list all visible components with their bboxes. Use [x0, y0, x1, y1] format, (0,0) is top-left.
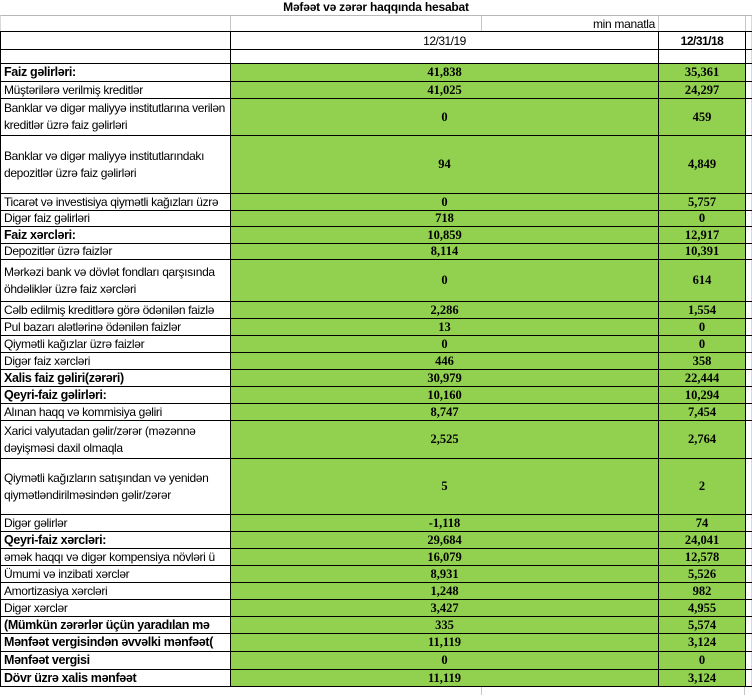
value-2019-cell[interactable]: 3,427 [231, 600, 659, 616]
row-edge-cell [746, 421, 752, 458]
value-2019-cell[interactable]: 0 [231, 260, 659, 301]
row-label[interactable]: Digər faiz xərcləri [1, 353, 231, 369]
row-edge-cell [746, 532, 752, 548]
value-2019-cell[interactable]: 5 [231, 459, 659, 514]
header-edge-cell [746, 32, 752, 49]
row-label[interactable]: Müştərilərə verilmiş kreditlər [1, 82, 231, 98]
table-row [0, 259, 752, 301]
units-row-label-cell[interactable] [1, 16, 231, 31]
value-2018-cell[interactable]: 3,124 [659, 670, 746, 686]
table-row [0, 599, 752, 616]
table-row [0, 243, 752, 259]
value-2018-cell[interactable]: 35,361 [659, 64, 746, 81]
gridline-segment [744, 687, 745, 695]
row-label[interactable]: Ticarət və investisiya qiymətli kağızları üzrə [1, 194, 231, 210]
table-row [0, 633, 752, 651]
header-label-cell[interactable] [1, 32, 231, 49]
row-edge-cell [746, 600, 752, 616]
row-label[interactable]: Ümumi və inzibati xərclər [1, 566, 231, 582]
value-2019-cell[interactable]: 30,979 [231, 370, 659, 386]
gridline-segment [481, 687, 482, 695]
value-2018-cell[interactable]: 10,294 [659, 387, 746, 403]
value-2018-cell[interactable]: 74 [659, 515, 746, 531]
row-edge-cell [746, 652, 752, 669]
row-edge-cell [746, 634, 752, 651]
value-2019-cell[interactable]: -1,118 [231, 515, 659, 531]
value-2019-cell[interactable]: 8,114 [231, 244, 659, 259]
table-row [0, 301, 752, 318]
value-2018-cell[interactable]: 614 [659, 260, 746, 301]
income-statement-table [0, 15, 752, 687]
row-label[interactable]: Mərkəzi bank və dövlət fondları qarşısında öhdəliklər üzrə faiz xərcləri [1, 260, 231, 301]
row-label[interactable]: Faiz xərcləri: [1, 227, 231, 243]
value-2019-cell[interactable]: 0 [231, 652, 659, 669]
value-2018-cell[interactable]: 358 [659, 353, 746, 369]
value-2018-cell[interactable]: 459 [659, 99, 746, 135]
value-2019-cell[interactable]: 11,119 [231, 670, 659, 686]
row-label[interactable]: Banklar və digər maliyyə institutlarına verilən kreditlər üzrə faiz gəlirləri [1, 99, 231, 135]
value-2018-cell[interactable]: 5,574 [659, 617, 746, 633]
table-row [0, 458, 752, 514]
row-label[interactable]: Banklar və digər maliyyə institutlarındakı depozitlər üzrə faiz gəlirləri [1, 136, 231, 193]
value-2018-cell[interactable]: 982 [659, 583, 746, 599]
row-edge-cell [746, 82, 752, 98]
table-row [0, 386, 752, 403]
value-2018-cell[interactable]: 1,554 [659, 302, 746, 318]
value-2019-cell[interactable]: 0 [231, 99, 659, 135]
value-2019-cell[interactable]: 1,248 [231, 583, 659, 599]
row-edge-cell [746, 336, 752, 352]
row-edge-cell [746, 387, 752, 403]
table-row [0, 616, 752, 633]
value-2019-cell[interactable]: 8,747 [231, 404, 659, 420]
table-row [0, 98, 752, 135]
table-row [0, 531, 752, 548]
value-2018-cell[interactable]: 10,391 [659, 244, 746, 259]
row-label[interactable]: Mənfəət vergisindən əvvəlki mənfəət( [1, 634, 231, 651]
row-label[interactable]: (Mümkün zərərlər üçün yaradılan mə [1, 617, 231, 633]
row-edge-cell [746, 302, 752, 318]
value-2018-cell[interactable]: 12,917 [659, 227, 746, 243]
header-date-2018[interactable]: 12/31/18 [659, 32, 746, 49]
value-2019-cell[interactable]: 8,931 [231, 566, 659, 582]
row-label[interactable]: Qeyri-faiz gəlirləri: [1, 387, 231, 403]
row-edge-cell [746, 459, 752, 514]
row-edge-cell [746, 670, 752, 686]
table-row [0, 548, 752, 565]
value-2019-cell[interactable]: 41,838 [231, 64, 659, 81]
value-2018-cell[interactable]: 5,757 [659, 194, 746, 210]
row-label[interactable]: Depozitlər üzrə faizlər [1, 244, 231, 259]
value-2019-cell[interactable]: 41,025 [231, 82, 659, 98]
spacer-edge-cell [746, 50, 752, 63]
value-2019-cell[interactable]: 11,119 [231, 634, 659, 651]
value-2019-cell[interactable]: 446 [231, 353, 659, 369]
table-row [0, 420, 752, 458]
table-row [0, 352, 752, 369]
units-row [0, 15, 752, 31]
table-row [0, 514, 752, 531]
value-2018-cell[interactable]: 0 [659, 211, 746, 226]
value-2019-cell[interactable]: 0 [231, 194, 659, 210]
row-edge-cell [746, 566, 752, 582]
table-row [0, 335, 752, 352]
table-row [0, 135, 752, 193]
table-body [0, 63, 752, 687]
row-edge-cell [746, 136, 752, 193]
row-edge-cell [746, 404, 752, 420]
value-2018-cell[interactable]: 4,955 [659, 600, 746, 616]
header-row [0, 31, 752, 49]
spacer-2019-cell[interactable] [231, 50, 659, 63]
value-2019-cell[interactable]: 10,859 [231, 227, 659, 243]
row-edge-cell [746, 319, 752, 335]
value-2019-cell[interactable]: 0 [231, 336, 659, 352]
value-2019-cell[interactable]: 13 [231, 319, 659, 335]
table-row [0, 63, 752, 81]
row-label[interactable]: Qiymətli kağızlar üzrə faizlər [1, 336, 231, 352]
value-2019-cell[interactable]: 10,160 [231, 387, 659, 403]
value-2018-cell[interactable]: 7,454 [659, 404, 746, 420]
table-row [0, 565, 752, 582]
table-row [0, 403, 752, 420]
row-label[interactable]: Dövr üzrə xalis mənfəət [1, 670, 231, 686]
row-label[interactable]: Mənfəət vergisi [1, 652, 231, 669]
row-label[interactable]: Cəlb edilmiş kreditlərə görə ödənilən faizlə [1, 302, 231, 318]
value-2019-cell[interactable]: 2,286 [231, 302, 659, 318]
row-edge-cell [746, 260, 752, 301]
row-edge-cell [746, 583, 752, 599]
row-edge-cell [746, 211, 752, 226]
row-edge-cell [746, 353, 752, 369]
value-2018-cell[interactable]: 0 [659, 336, 746, 352]
units-row-right-cell[interactable] [659, 16, 746, 31]
value-2018-cell[interactable]: 0 [659, 319, 746, 335]
units-note[interactable]: min manatla [482, 16, 659, 31]
value-2018-cell[interactable]: 12,578 [659, 549, 746, 565]
row-edge-cell [746, 370, 752, 386]
table-row [0, 369, 752, 386]
value-2019-cell[interactable]: 718 [231, 211, 659, 226]
spacer-row [0, 49, 752, 63]
value-2019-cell[interactable]: 94 [231, 136, 659, 193]
row-edge-cell [746, 227, 752, 243]
row-label[interactable]: Qeyri-faiz xərcləri: [1, 532, 231, 548]
table-row [0, 226, 752, 243]
row-edge-cell [746, 617, 752, 633]
row-edge-cell [746, 244, 752, 259]
row-label[interactable]: Digər xərclər [1, 600, 231, 616]
table-row [0, 81, 752, 98]
spacer-2018-cell[interactable] [659, 50, 746, 63]
value-2018-cell[interactable]: 0 [659, 652, 746, 669]
header-date-2019[interactable]: 12/31/19 [231, 32, 659, 49]
table-row [0, 669, 752, 687]
table-row [0, 318, 752, 335]
row-edge-cell [746, 515, 752, 531]
row-edge-cell [746, 99, 752, 135]
table-row [0, 582, 752, 599]
units-row-edge-cell [746, 16, 752, 31]
row-label[interactable]: əmək haqqı və digər kompensiya növləri ü [1, 549, 231, 565]
value-2018-cell[interactable]: 24,297 [659, 82, 746, 98]
value-2019-cell[interactable]: 29,684 [231, 532, 659, 548]
row-edge-cell [746, 549, 752, 565]
value-2018-cell[interactable]: 22,444 [659, 370, 746, 386]
value-2018-cell[interactable]: 24,041 [659, 532, 746, 548]
value-2018-cell[interactable]: 2 [659, 459, 746, 514]
value-2018-cell[interactable]: 2,764 [659, 421, 746, 458]
row-label[interactable]: Xalis faiz gəliri(zərəri) [1, 370, 231, 386]
row-label[interactable]: Faiz gəlirləri: [1, 64, 231, 81]
value-2019-cell[interactable]: 2,525 [231, 421, 659, 458]
report-title: Məfəət və zərər haqqında hesabat [283, 0, 469, 14]
row-label[interactable]: Pul bazarı alətlərinə ödənilən faizlər [1, 319, 231, 335]
spacer-label-cell[interactable] [1, 50, 231, 63]
table-row [0, 193, 752, 210]
row-label[interactable]: Digər faiz gəlirləri [1, 211, 231, 226]
row-edge-cell [746, 194, 752, 210]
value-2018-cell[interactable]: 5,526 [659, 566, 746, 582]
row-label[interactable]: Xarici valyutadan gəlir/zərər (məzənnə dəyişməsi daxil olmaqla [1, 421, 231, 458]
value-2018-cell[interactable]: 4,849 [659, 136, 746, 193]
value-2018-cell[interactable]: 3,124 [659, 634, 746, 651]
area-below-table [0, 687, 752, 695]
row-label[interactable]: Digər gəlirlər [1, 515, 231, 531]
row-label[interactable]: Alınan haqq və kommisiya gəliri [1, 404, 231, 420]
row-label[interactable]: Qiymətli kağızların satışından və yenidən qiymətləndirilməsindən gəlir/zərər [1, 459, 231, 514]
table-row [0, 210, 752, 226]
units-row-spacer-cell[interactable] [231, 16, 482, 31]
table-row [0, 651, 752, 669]
row-edge-cell [746, 64, 752, 81]
value-2019-cell[interactable]: 335 [231, 617, 659, 633]
row-label[interactable]: Amortizasiya xərcləri [1, 583, 231, 599]
value-2019-cell[interactable]: 16,079 [231, 549, 659, 565]
